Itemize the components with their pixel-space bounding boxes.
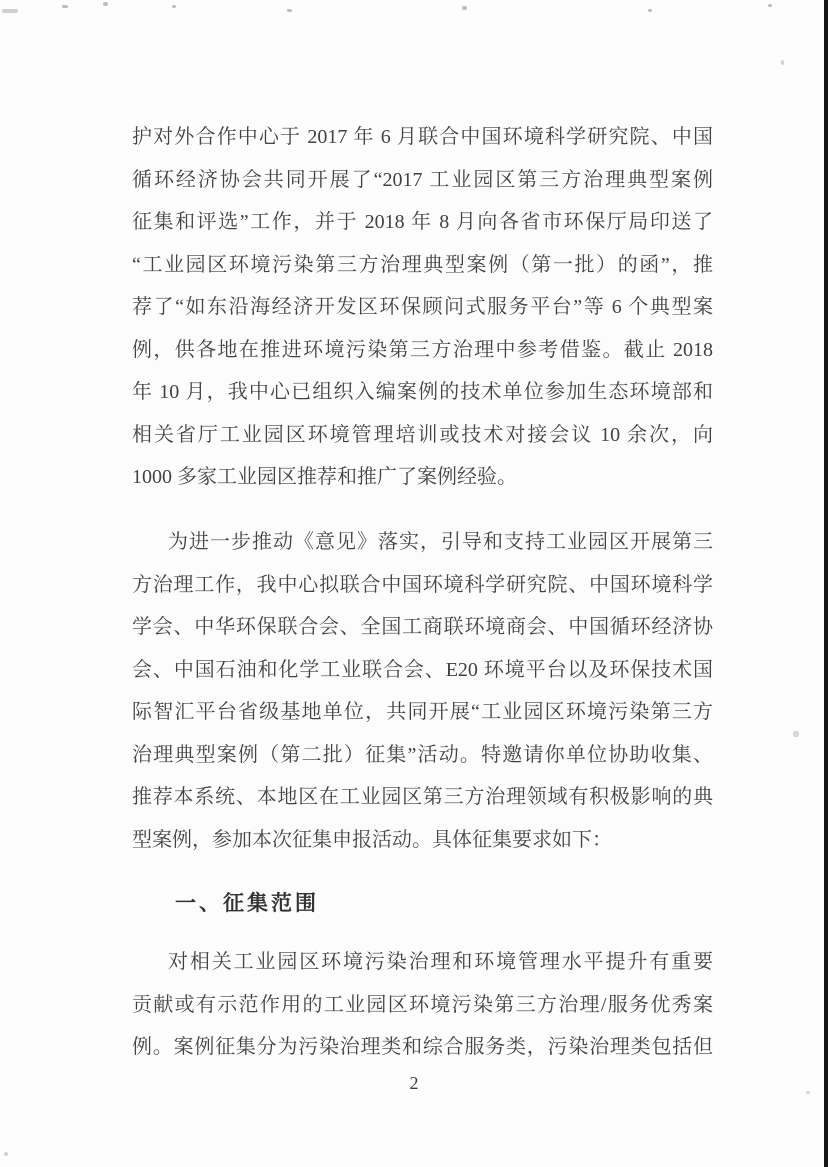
text-line: 际智汇平台省级基地单位，共同开展“工业园区环境污染第三方 (132, 701, 713, 723)
text-line: 会、中国石油和化学工业联合会、E20 环境平台以及环保技术国 (132, 658, 713, 681)
text-line: 学会、中华环保联合会、全国工商联环境商会、中国循环经济协 (132, 616, 713, 638)
scan-artifact (462, 6, 467, 10)
scan-artifact (4, 1152, 8, 1156)
text-line: 贡献或有示范作用的工业园区环境污染第三方治理/服务优秀案 (132, 993, 713, 1016)
scan-artifact (806, 1091, 810, 1094)
scan-edge-band (824, 0, 828, 1167)
scan-artifact (62, 5, 68, 8)
text-line: 治理典型案例（第二批）征集”活动。特邀请你单位协助收集、 (132, 743, 713, 766)
section-heading: 一、征集范围 (175, 891, 319, 915)
scan-artifact (2, 9, 18, 13)
text-line: “工业园区环境污染第三方治理典型案例（第一批）的函”，推 (132, 253, 713, 276)
text-line: 例，供各地在推进环境污染第三方治理中参考借鉴。截止 2018 (132, 338, 713, 361)
text-line: 护对外合作中心于 2017 年 6 月联合中国环境科学研究院、中国 (132, 126, 713, 148)
scan-artifact (781, 60, 784, 65)
text-line: 循环经济协会共同开展了“2017 工业园区第三方治理典型案例 (132, 168, 713, 191)
text-line: 相关省厅工业园区环境管理培训或技术对接会议 10 余次，向 (132, 423, 713, 446)
text-line: 方治理工作，我中心拟联合中国环境科学研究院、中国环境科学 (132, 573, 713, 596)
scan-artifact (793, 731, 799, 737)
scan-artifact (768, 4, 772, 7)
page-number: 2 (409, 1073, 419, 1093)
text-line: 荐了“如东沿海经济开发区环保顾问式服务平台”等 6 个典型案 (132, 296, 713, 318)
paragraph-2 (132, 521, 713, 861)
text-line: 征集和评选”工作，并于 2018 年 8 月向各省市环保厅局印送了 (132, 211, 713, 233)
scan-artifact (103, 2, 108, 6)
scan-artifact (172, 5, 176, 8)
text-line: 对相关工业园区环境污染治理和环境管理水平提升有重要 (168, 951, 713, 973)
paragraph-3 (132, 941, 713, 1069)
text-line: 例。案例征集分为污染治理类和综合服务类，污染治理类包括但 (132, 1036, 713, 1058)
text-line: 为进一步推动《意见》落实，引导和支持工业园区开展第三 (168, 531, 713, 553)
text-line: 型案例，参加本次征集申报活动。具体征集要求如下： (132, 828, 612, 851)
scan-artifact (287, 9, 292, 12)
paragraph-1 (132, 116, 713, 499)
text-line: 年 10 月，我中心已组织入编案例的技术单位参加生态环境部和 (132, 381, 713, 403)
text-line: 1000 多家工业园区推荐和推广了案例经验。 (132, 466, 517, 488)
text-line: 推荐本系统、本地区在工业园区第三方治理领域有积极影响的典 (132, 786, 713, 808)
scan-artifact (648, 9, 652, 12)
